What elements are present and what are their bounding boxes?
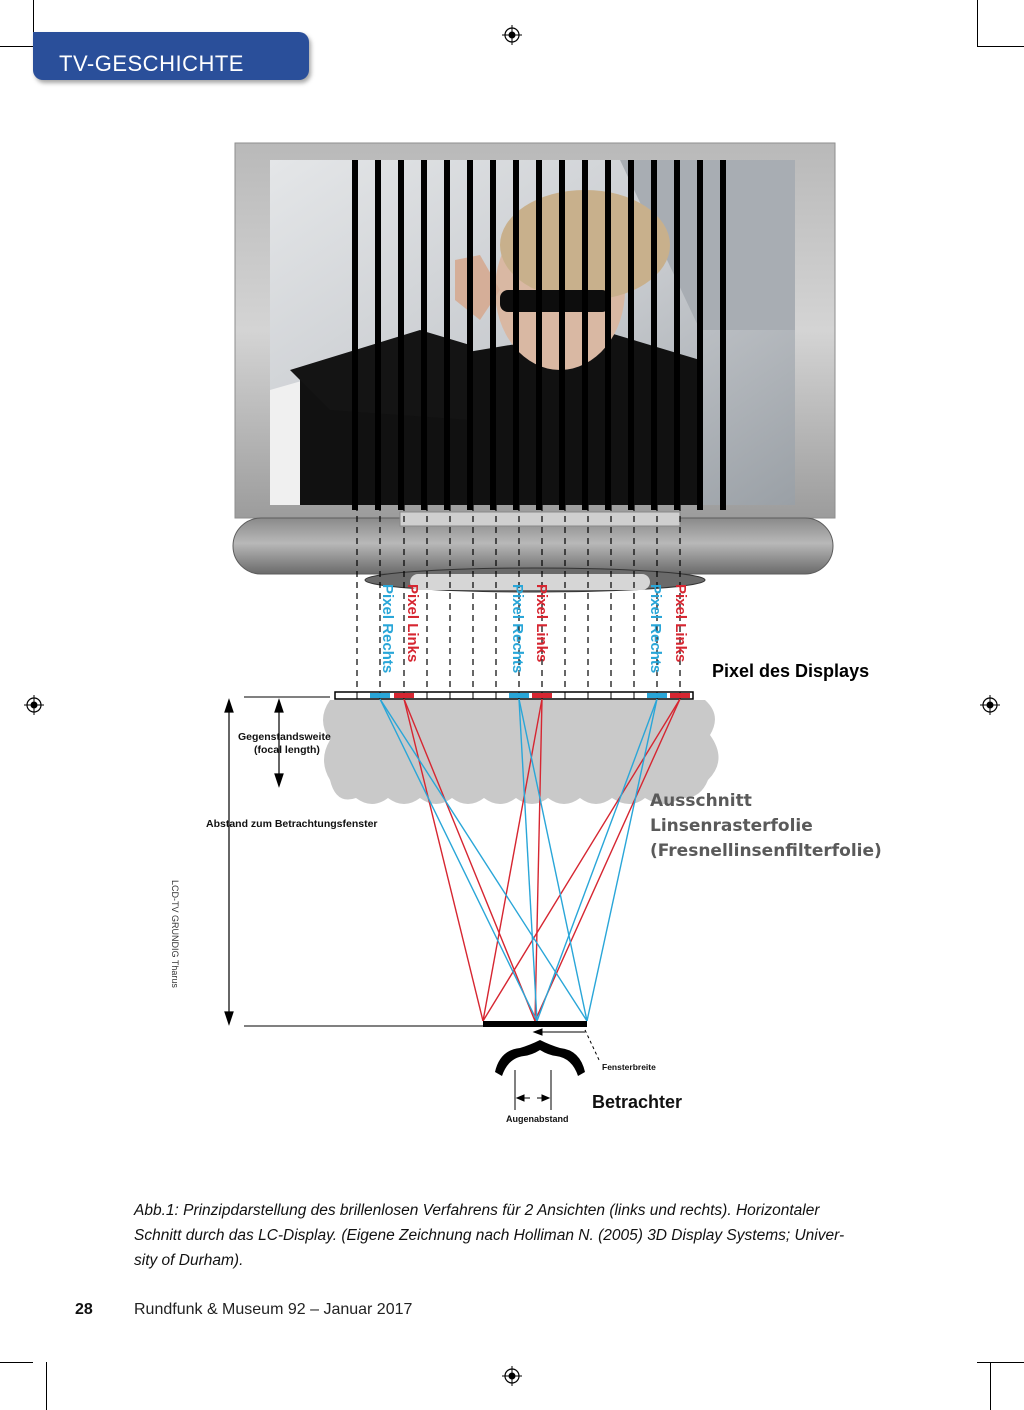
figure-caption [134,1198,894,1273]
lenticular-stripe [628,160,634,510]
caption-line: sity of Durham). [134,1252,244,1269]
pixel-cell [670,693,690,698]
registration-mark-icon [502,1366,522,1386]
caption-line: Schnitt durch das LC-Display. (Eigene Zeichnung nach Holliman N. (2005) 3D Display Systems; Univer- [134,1227,845,1244]
tv-stand-neck [400,512,680,526]
lenticular-stripe [582,160,588,510]
lenticular-stripe [467,160,473,510]
pixel-cell [532,693,552,698]
ausschnitt-label: Ausschnitt [650,791,752,811]
page-number: 28 [75,1301,93,1318]
fresnel-label: (Fresnellinsenfilterfolie) [650,841,882,861]
pixel-column-label: Pixel Links [533,584,550,663]
lenticular-stripe [605,160,611,510]
lenticular-stripe [490,160,496,510]
pixel-column-label: Pixel Rechts [509,584,526,674]
viewer-head-icon [495,1040,585,1076]
pixel-column-label: Pixel Links [672,584,689,663]
pixel-cell [394,693,414,698]
lenticular-stripe [513,160,519,510]
pixel-cell [647,693,667,698]
lenticular-stripe [375,160,381,510]
lenticular-stripe [444,160,450,510]
lens-raster-foil [323,700,719,804]
lenticular-stripe [536,160,542,510]
crop-mark [977,1362,1024,1363]
lenticular-stripe [651,160,657,510]
pixel-column-label: Pixel Links [404,584,421,663]
caption-line: Abb.1: Prinzipdarstellung des brillenlosen Verfahrens für 2 Ansichten (links und rechts). Horizontaler [134,1202,820,1219]
lenticular-stripe [352,160,358,510]
eye-distance-arrows [515,1070,551,1110]
section-label: TV-GESCHICHTE [59,51,244,76]
betrachter-label: Betrachter [592,1092,683,1112]
pixel-cell [509,693,529,698]
lenticular-stripe [674,160,680,510]
screen-photo [270,160,795,505]
viewing-window [483,1021,587,1027]
fensterbreite-label: Fensterbreite [602,1062,656,1072]
pixel-cell [370,693,390,698]
lenticular-stripe [559,160,565,510]
pixel-column-label: Pixel Rechts [379,584,396,674]
pixel-column-labels [379,584,689,673]
lenticular-stripe [398,160,404,510]
pixel-column-label: Pixel Rechts [647,584,664,674]
crop-mark [0,1362,33,1363]
crop-mark [46,1362,47,1410]
linsenrasterfolie-label: Linsenrasterfolie [650,816,813,836]
display-pixel-strip [335,692,693,699]
augenabstand-label: Augenabstand [506,1114,569,1124]
lenticular-stripe [421,160,427,510]
gegenstandsweite-label: Gegenstandsweite [238,731,331,743]
pixel-des-displays-label: Pixel des Displays [712,661,870,681]
focal-length-label: (focal length) [254,744,320,756]
crop-mark [990,1362,991,1410]
lenticular-stripe [720,160,726,510]
lenticular-stripe [697,160,703,510]
lcd-tv-label: LCD-TV GRUNDIG Tharus [170,880,180,988]
abstand-label: Abstand zum Betrachtungsfenster [206,818,378,830]
publication-info: Rundfunk & Museum 92 – Januar 2017 [134,1301,413,1318]
